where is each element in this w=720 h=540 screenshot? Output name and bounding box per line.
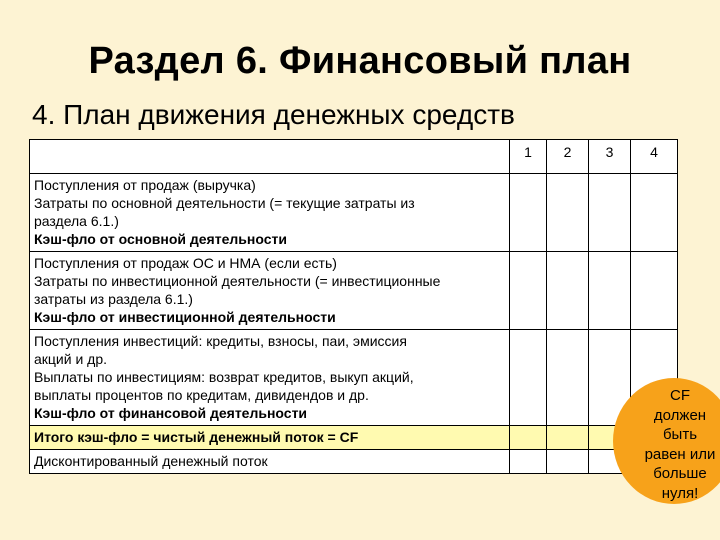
period-header: 2 bbox=[547, 140, 589, 174]
value-cell bbox=[547, 426, 589, 450]
row-line: Затраты по основной деятельности (= текущие затраты из bbox=[34, 195, 415, 211]
section-total-label: Кэш-фло от финансовой деятельности bbox=[34, 405, 308, 421]
row-line: Затраты по инвестиционной деятельности (= инвестиционные bbox=[34, 273, 441, 289]
callout-line: равен или bbox=[644, 445, 716, 463]
value-cell bbox=[510, 426, 547, 450]
callout-line: CF bbox=[670, 387, 690, 404]
value-cell bbox=[547, 252, 589, 330]
discounted-flow-label: Дисконтированный денежный поток bbox=[30, 450, 510, 474]
row-line: акций и др. bbox=[34, 351, 108, 367]
value-cell bbox=[631, 252, 678, 330]
row-line: раздела 6.1.) bbox=[34, 213, 119, 229]
discounted-flow-row bbox=[30, 450, 678, 474]
callout-line: больше bbox=[653, 465, 707, 482]
cashflow-table bbox=[29, 139, 678, 474]
slide-subtitle: 4. План движения денежных средств bbox=[32, 99, 515, 130]
value-cell bbox=[510, 252, 547, 330]
slide-title: Раздел 6. Финансовый план bbox=[88, 40, 632, 82]
row-line: Поступления инвестиций: кредиты, взносы, паи, эмиссия bbox=[34, 333, 407, 349]
value-cell bbox=[547, 330, 589, 426]
row-line: затраты из раздела 6.1.) bbox=[34, 291, 193, 307]
value-cell bbox=[510, 330, 547, 426]
value-cell bbox=[547, 174, 589, 252]
value-cell bbox=[631, 174, 678, 252]
row-label bbox=[30, 330, 510, 426]
row-label bbox=[30, 174, 510, 252]
row-line: Поступления от продаж (выручка) bbox=[34, 177, 256, 193]
value-cell bbox=[510, 450, 547, 474]
operating-activity-row bbox=[30, 174, 678, 252]
grand-total-label: Итого кэш-фло = чистый денежный поток = CF bbox=[30, 426, 510, 450]
row-line: выплаты процентов по кредитам, дивидендов и др. bbox=[34, 387, 369, 403]
callout-text bbox=[640, 386, 720, 503]
callout-line: быть bbox=[662, 426, 698, 443]
value-cell bbox=[547, 450, 589, 474]
financial-activity-row bbox=[30, 330, 678, 426]
table-header-row bbox=[30, 140, 678, 174]
section-total-label: Кэш-фло от инвестиционной деятельности bbox=[34, 309, 336, 325]
grand-total-row bbox=[30, 426, 678, 450]
header-label-cell bbox=[30, 140, 510, 174]
period-header: 1 bbox=[510, 140, 547, 174]
value-cell bbox=[589, 174, 631, 252]
row-line: Поступления от продаж ОС и НМА (если есть) bbox=[34, 255, 337, 271]
row-label bbox=[30, 252, 510, 330]
row-line: Выплаты по инвестициям: возврат кредитов, выкуп акций, bbox=[34, 369, 414, 385]
value-cell bbox=[589, 252, 631, 330]
period-header: 3 bbox=[589, 140, 631, 174]
investment-activity-row bbox=[30, 252, 678, 330]
section-total-label: Кэш-фло от основной деятельности bbox=[34, 231, 287, 247]
period-header: 4 bbox=[631, 140, 678, 174]
value-cell bbox=[510, 174, 547, 252]
callout-line: нуля! bbox=[661, 484, 699, 502]
callout-line: должен bbox=[653, 406, 707, 424]
